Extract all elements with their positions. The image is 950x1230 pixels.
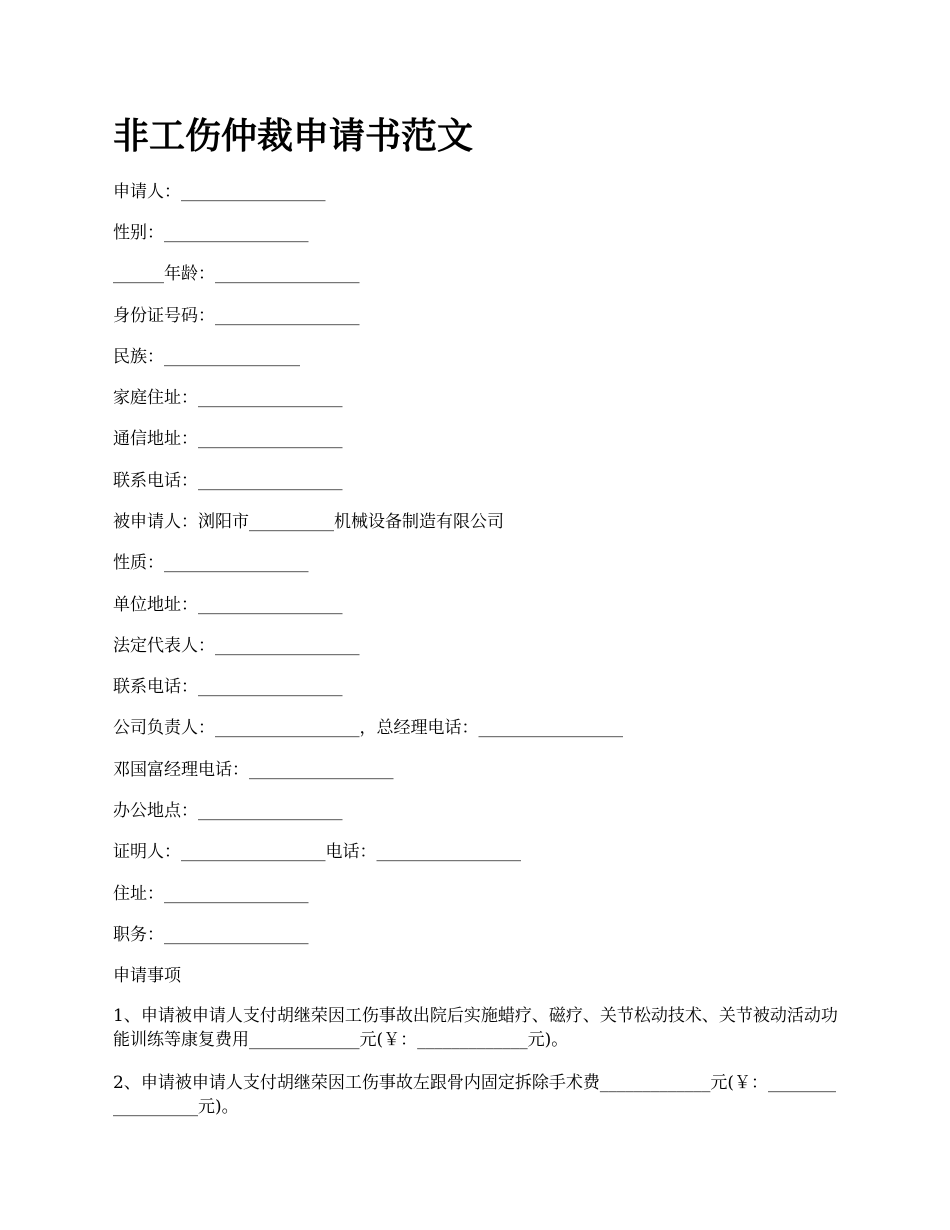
applicant-phone-field: 联系电话：_________________ — [113, 471, 343, 491]
company-address-field: 单位地址：_________________ — [113, 595, 343, 615]
manager-phone-field: 邓国富经理电话：_________________ — [113, 760, 394, 780]
mailing-address-field: 通信地址：_________________ — [113, 429, 343, 449]
applicant-field: 申请人：_________________ — [113, 182, 326, 202]
request-item: 2、申请被申请人支付胡继荣因工伤事故左跟骨内固定拆除手术费_____________元(￥：__________________元)。 — [113, 1073, 836, 1117]
company-manager-field: 公司负责人：_________________，总经理电话：_________________ — [113, 718, 623, 738]
section-heading-requests: 申请事项 — [113, 966, 181, 986]
office-location-field: 办公地点：_________________ — [113, 801, 343, 821]
witness-position-field: 职务：_________________ — [113, 925, 309, 945]
request-item: 1、申请被申请人支付胡继荣因工伤事故出院后实施蜡疗、磁疗、关节松动技术、关节被动活动功能训练等康复费用_____________元(￥：_____________元)。 — [113, 1006, 838, 1050]
witness-address-field: 住址：_________________ — [113, 884, 309, 904]
nature-field: 性质：_________________ — [113, 553, 309, 573]
ethnicity-field: 民族：________________ — [113, 347, 300, 367]
document-title: 非工伤仲裁申请书范文 — [113, 116, 474, 157]
company-phone-field: 联系电话：_________________ — [113, 677, 343, 697]
home-address-field: 家庭住址：_________________ — [113, 388, 343, 408]
age-field: ______年龄：_________________ — [113, 264, 360, 284]
witness-field: 证明人：_________________电话：_________________ — [113, 842, 521, 862]
gender-field: 性别：_________________ — [113, 223, 309, 243]
legal-representative-field: 法定代表人：_________________ — [113, 636, 360, 656]
respondent-field: 被申请人：浏阳市__________机械设备制造有限公司 — [113, 512, 504, 532]
id-number-field: 身份证号码：_________________ — [113, 306, 360, 326]
